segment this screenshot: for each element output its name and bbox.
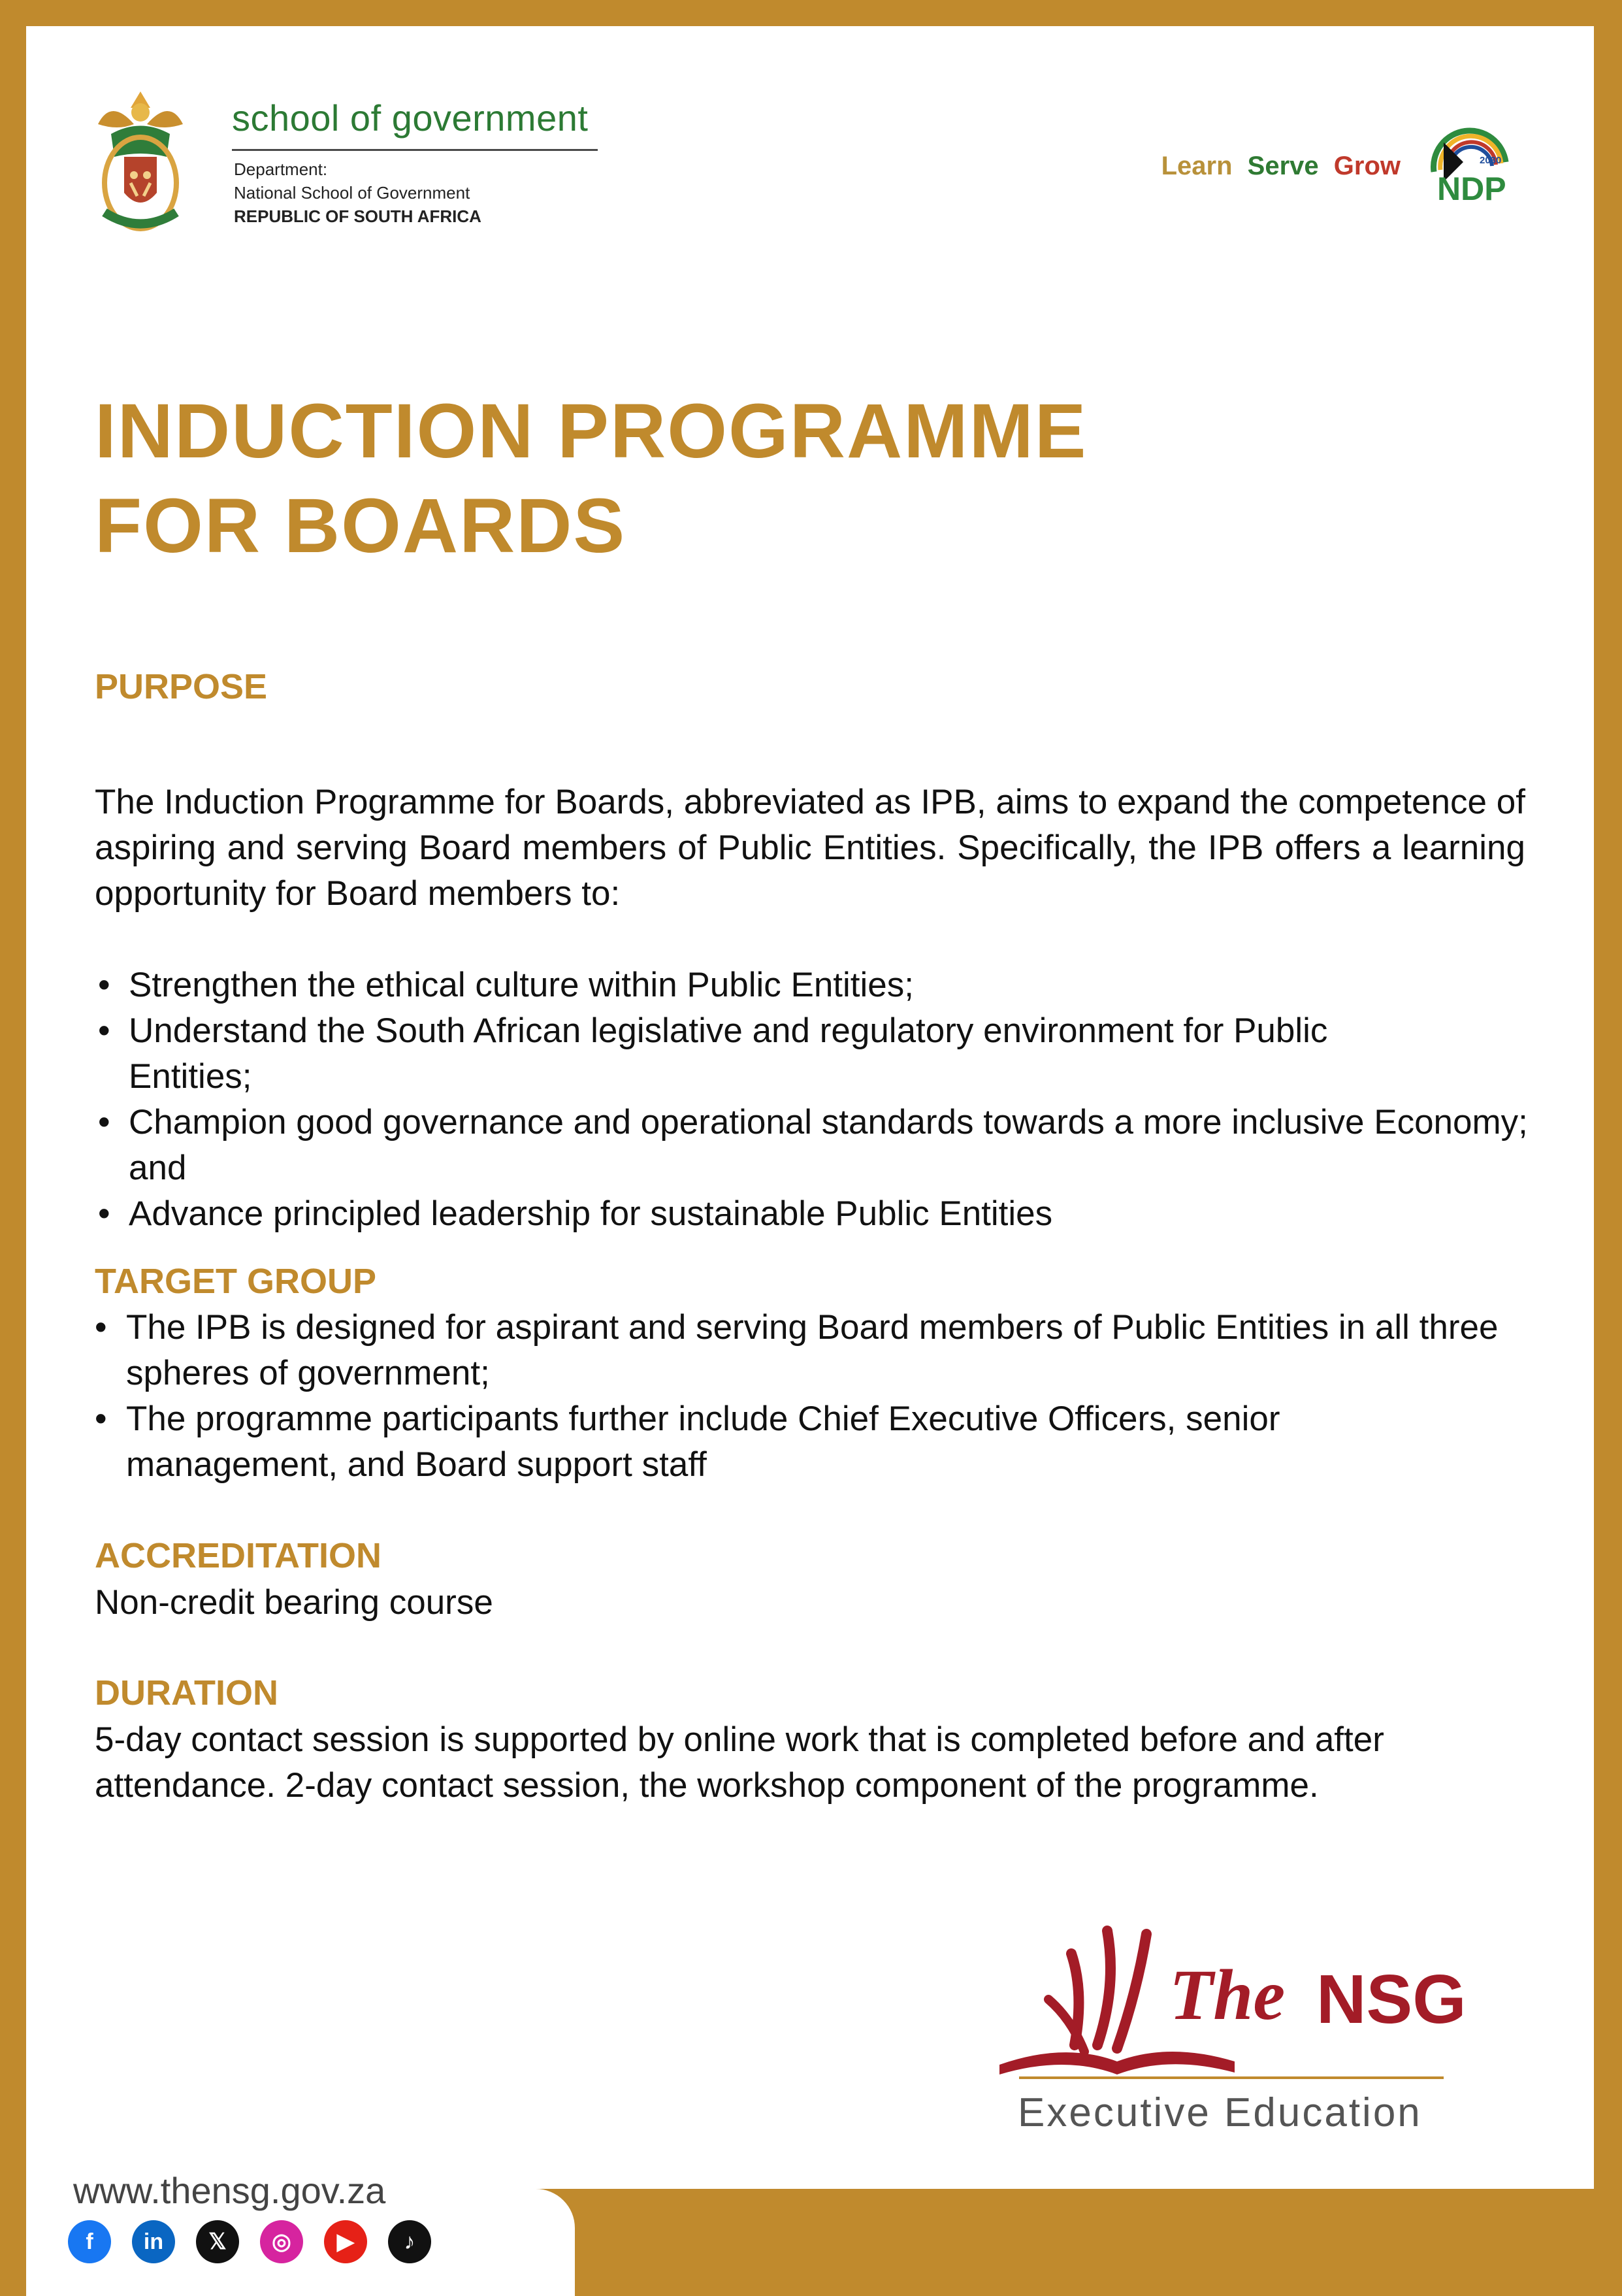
org-name: school of government	[232, 97, 589, 139]
purpose-bullet-list	[95, 962, 1532, 1237]
purpose-bullet: • Understand the South African legislative and regulatory environment for Public Entities;	[98, 1011, 1328, 1096]
poster-card	[26, 26, 1594, 2189]
website-link[interactable]: www.thensg.gov.za	[73, 2170, 386, 2211]
title-line-2: FOR BOARDS	[95, 483, 626, 569]
accreditation-text: Non-credit bearing course	[95, 1583, 493, 1622]
purpose-bullet: • Strengthen the ethical culture within Public Entities;	[98, 966, 914, 1004]
duration-text: 5-day contact session is supported by online work that is completed before and after attendance. 2-day contact session, the workshop component of the programme.	[95, 1720, 1384, 1805]
tiktok-icon[interactable]: ♪	[388, 2220, 431, 2263]
ndp-year: 2030	[1480, 155, 1502, 166]
coat-of-arms-icon	[91, 78, 189, 242]
tagline	[1154, 152, 1401, 181]
target-group-heading: TARGET GROUP	[95, 1262, 376, 1301]
target-group-bullet-list	[95, 1305, 1532, 1488]
ndp-2030-logo	[1424, 123, 1516, 214]
tagline-word-grow: Grow	[1333, 152, 1401, 180]
target-group-bullet: • The IPB is designed for aspirant and serving Board members of Public Entities in all three spheres of government;	[95, 1308, 1499, 1392]
title-line-1: INDUCTION PROGRAMME	[95, 388, 1088, 474]
nsg-divider	[1019, 2076, 1444, 2079]
page-title	[95, 384, 1088, 574]
target-group-bullet: • The programme participants further include Chief Executive Officers, senior management, and Board support staff	[95, 1400, 1280, 1484]
tagline-word-learn: Learn	[1161, 152, 1233, 180]
department-name: National School of Government	[234, 183, 470, 203]
department-label: Department:	[234, 159, 328, 179]
divider	[232, 149, 598, 151]
ndp-text: NDP	[1437, 171, 1506, 207]
tagline-word-serve: Serve	[1247, 152, 1319, 180]
instagram-icon[interactable]: ◎	[260, 2220, 303, 2263]
linkedin-icon[interactable]: in	[132, 2220, 175, 2263]
youtube-icon[interactable]: ▶	[324, 2220, 367, 2263]
purpose-text: The Induction Programme for Boards, abbreviated as IPB, aims to expand the competence of aspiring and serving Board members of Public Entities. Specifically, the IPB offers a learning opportunity for Board members to:	[95, 783, 1525, 913]
purpose-bullet: • Champion good governance and operational standards towards a more inclusive Economy; and	[98, 1103, 1528, 1187]
country-name: REPUBLIC OF SOUTH AFRICA	[234, 206, 481, 226]
purpose-bullet: • Advance principled leadership for sustainable Public Entities	[98, 1194, 1053, 1233]
nsg-the-text: The	[1169, 1955, 1286, 2035]
purpose-heading: PURPOSE	[95, 667, 268, 706]
duration-heading: DURATION	[95, 1673, 278, 1713]
social-icons	[68, 2220, 431, 2263]
nsg-name-text: NSG	[1316, 1961, 1467, 2038]
nsg-subtitle: Executive Education	[1018, 2090, 1422, 2135]
accreditation-heading: ACCREDITATION	[95, 1536, 381, 1575]
facebook-icon[interactable]: f	[68, 2220, 111, 2263]
x-icon[interactable]: 𝕏	[196, 2220, 239, 2263]
